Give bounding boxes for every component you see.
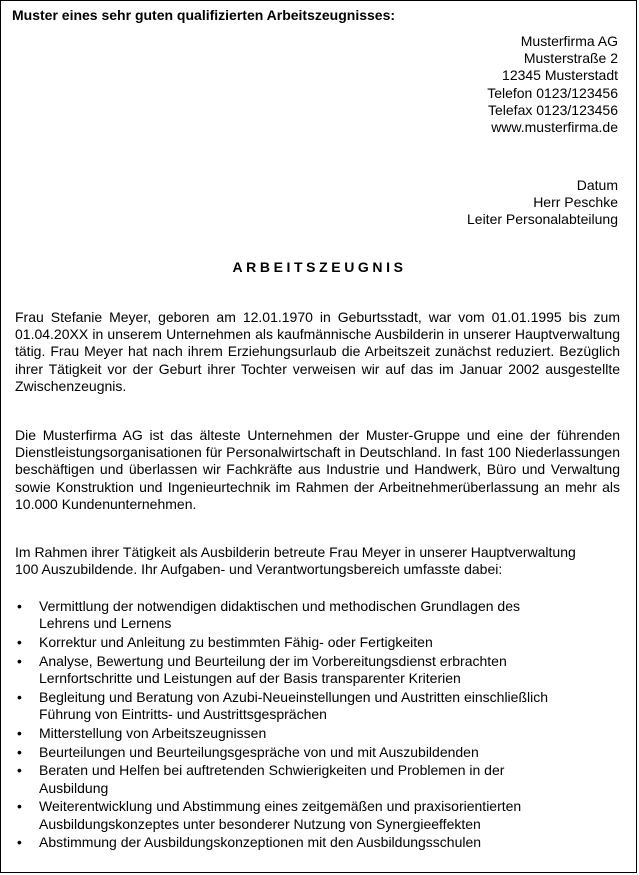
bullet-icon: • — [17, 652, 22, 669]
document-title: ARBEITSZEUGNIS — [232, 259, 407, 275]
company-address — [487, 33, 618, 136]
list-item — [15, 744, 615, 761]
signer-role: Leiter Personalabteilung — [467, 211, 618, 228]
list-item — [15, 798, 615, 832]
bullet-icon: • — [17, 798, 22, 815]
list-item — [15, 634, 615, 651]
list-item-line: Lehrens und Lernens — [39, 615, 172, 632]
list-item-line: Analyse, Bewertung und Beurteilung der im Vorbereitungsdienst erbrachten — [39, 652, 507, 669]
list-item-line: Beraten und Helfen bei auftretenden Schwierigkeiten und Problemen in der — [39, 762, 505, 779]
paragraph-duties-line-1: Im Rahmen ihrer Tätigkeit als Ausbilderin betreute Frau Meyer in unserer Hauptverwaltung — [15, 544, 576, 560]
bullet-icon: • — [17, 834, 22, 851]
list-item-line: Lernfortschritte und Leistungen auf der Basis transparenter Kriterien — [39, 670, 461, 686]
list-item-line: Abstimmung der Ausbildungskonzeptionen mit den Ausbildungsschulen — [39, 834, 482, 851]
document-heading: Muster eines sehr guten qualifizierten Arbeitszeugnisses: — [12, 7, 396, 23]
bullet-icon: • — [17, 634, 22, 650]
address-fax: Telefax 0123/123456 — [488, 101, 618, 118]
list-item — [15, 725, 615, 742]
bullet-icon: • — [17, 743, 22, 760]
list-item-line: Führung von Eintritts- und Austrittsgesprächen — [39, 706, 327, 722]
list-item — [15, 762, 615, 796]
list-item-line: Beurteilungen und Beurteilungsgespräche von und mit Auszubildenden — [39, 743, 479, 760]
signer-name: Herr Peschke — [533, 194, 618, 211]
list-item-line: Ausbildungskonzeptes unter besonderer Nutzung von Synergieeffekten — [39, 815, 481, 832]
address-street: Musterstraße 2 — [523, 50, 618, 67]
bullet-icon: • — [17, 688, 22, 705]
list-item-line: Begleitung und Beratung von Azubi-Neueinstellungen und Austritten einschließlich — [39, 688, 549, 705]
address-website: www.musterfirma.de — [491, 119, 618, 136]
bullet-icon: • — [17, 598, 22, 614]
address-company-name: Musterfirma AG — [520, 33, 618, 49]
list-item-line: Mitterstellung von Arbeitszeugnissen — [39, 724, 267, 741]
list-item-line: Korrektur und Anleitung zu bestimmten Fähig- oder Fertigkeiten — [39, 634, 433, 650]
list-item — [15, 834, 615, 851]
list-item — [15, 598, 615, 632]
duties-list — [15, 598, 615, 853]
address-phone: Telefon 0123/123456 — [487, 84, 618, 101]
list-item-line: Vermittlung der notwendigen didaktischen und methodischen Grundlagen des — [39, 598, 520, 614]
list-item — [15, 689, 615, 723]
date-line: Datum — [576, 177, 618, 193]
address-city: 12345 Musterstadt — [502, 67, 618, 84]
paragraph-duties-line-2: 100 Auszubildende. Ihr Aufgaben- und Verantwortungsbereich umfasste dabei: — [15, 561, 503, 578]
paragraph-employment: Frau Stefanie Meyer, geboren am 12.01.1970 in Geburtsstadt, war vom 01.01.1995 bis zum 01.04.20XX in unserem Unternehmen als kaufmännische Ausbilderin in unserer Hauptverwaltung tätig. Frau Meyer hat nach ihrem Erziehungsurlaub die Arbeitszeit zunächst reduziert. Bezüglich ihrer Tätigkeit vor der Geburt ihrer Tochter verweisen wir auf das im Januar 2002 ausgestellte Zwischenzeugnis. — [15, 309, 620, 394]
paragraph-company: Die Musterfirma AG ist das älteste Unternehmen der Muster-Gruppe und eine der führenden Dienstleistungsorganisationen für Personalwirtschaft in Deutschland. In fast 100 Niederlassungen beschäftigen und überlassen wir Fachkräfte aus Industrie und Handwerk, Büro und Verwaltung sowie Konstruktion und Ingenieurtechnik im Rahmen der Arbeitnehmerüberlassung an mehr als 10.000 Kundenunternehmen. — [15, 427, 620, 512]
list-item-line: Weiterentwicklung und Abstimmung eines zeitgemäßen und praxisorientierten — [39, 798, 522, 815]
signature-block — [467, 177, 618, 229]
paragraph-duties-intro — [15, 544, 620, 578]
list-item — [15, 653, 615, 687]
list-item-line: Ausbildung — [39, 779, 109, 796]
bullet-icon: • — [17, 762, 22, 779]
bullet-icon: • — [17, 724, 22, 741]
